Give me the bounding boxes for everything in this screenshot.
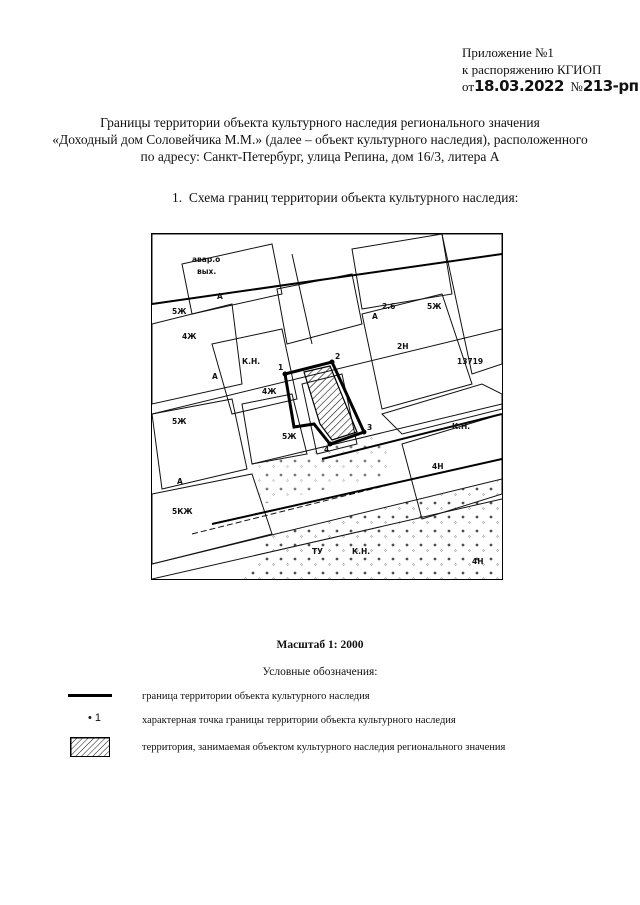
courtyard-area xyxy=(252,434,392,504)
label-zh5-c: 5Ж xyxy=(282,432,297,441)
label-h: 2.6 xyxy=(382,302,396,311)
section-heading xyxy=(172,190,518,206)
label-n4-b: 4Н xyxy=(472,557,484,566)
label-code: 13719 xyxy=(457,357,484,366)
label-zh5-b: 5Ж xyxy=(172,417,187,426)
appendix-title: Приложение №1 xyxy=(462,45,554,60)
legend-item-boundary xyxy=(64,686,370,706)
section-text: Схема границ территории объекта культурного наследия: xyxy=(188,190,519,205)
number-prefix: № xyxy=(570,79,583,94)
handwritten-date: 18.03.2022 xyxy=(474,77,564,95)
label-kn-1: К.Н. xyxy=(242,357,261,366)
legend-symbol-hatch xyxy=(64,737,114,757)
appendix-date-line xyxy=(462,78,638,95)
label-a-2: А xyxy=(212,372,218,381)
boundary-map xyxy=(151,233,503,580)
legend-text-boundary: граница территории объекта культурного наследия xyxy=(142,690,370,702)
label-a-4: А xyxy=(372,312,378,321)
label-zh4-a: 4Ж xyxy=(182,332,197,341)
label-zh5-a: 5Ж xyxy=(172,307,187,316)
label-zh5-d: 5Ж xyxy=(427,302,442,311)
legend-symbol-point: • 1 xyxy=(88,712,102,724)
label-n2: 2Н xyxy=(397,342,409,351)
handwritten-number: 213-рп xyxy=(582,77,639,95)
section-number: 1. xyxy=(172,190,183,205)
label-vykh: вых. xyxy=(197,267,217,276)
label-avario: авар.о xyxy=(192,255,221,264)
map-scale: Масштаб 1: 2000 xyxy=(276,639,364,651)
boundary-point-1 xyxy=(283,372,288,377)
legend-text-territory: территория, занимаемая объектом культурного наследия регионального значения xyxy=(142,741,506,753)
document-title xyxy=(40,114,600,165)
label-tu: ТУ xyxy=(312,547,323,556)
point-label-2: 2 xyxy=(335,352,341,361)
title-line-1: Границы территории объекта культурного наследия регионального значения xyxy=(100,115,540,130)
boundary-point-3 xyxy=(362,430,367,435)
appendix-header xyxy=(462,44,638,95)
map-svg xyxy=(152,234,502,579)
title-line-3: по адресу: Санкт-Петербург, улица Репина, дом 16/3, литера А xyxy=(140,149,500,164)
boundary-point-2 xyxy=(330,360,335,365)
legend-item-territory xyxy=(64,737,505,757)
date-prefix: от xyxy=(462,79,475,94)
label-zh4-b: 4Ж xyxy=(262,387,277,396)
legend-title: Условные обозначения: xyxy=(262,666,378,678)
legend-item-point xyxy=(64,710,456,730)
legend-text-point: характерная точка границы территории объекта культурного наследия xyxy=(142,714,456,726)
label-a-1: А xyxy=(217,292,223,301)
label-a-3: А xyxy=(177,477,183,486)
label-n4: 4Н xyxy=(432,462,444,471)
label-kzh5: 5КЖ xyxy=(172,507,193,516)
point-label-1: 1 xyxy=(278,363,284,372)
appendix-order: к распоряжению КГИОП xyxy=(462,62,602,77)
title-line-2: «Доходный дом Соловейчика М.М.» (далее – объект культурного наследия), расположенного xyxy=(52,132,588,147)
point-label-4: 4 xyxy=(324,445,330,454)
label-kn-2: К.Н. xyxy=(452,422,471,431)
point-label-3: 3 xyxy=(367,423,373,432)
legend-symbol-line xyxy=(64,686,114,706)
label-kn-3: К.Н. xyxy=(352,547,371,556)
